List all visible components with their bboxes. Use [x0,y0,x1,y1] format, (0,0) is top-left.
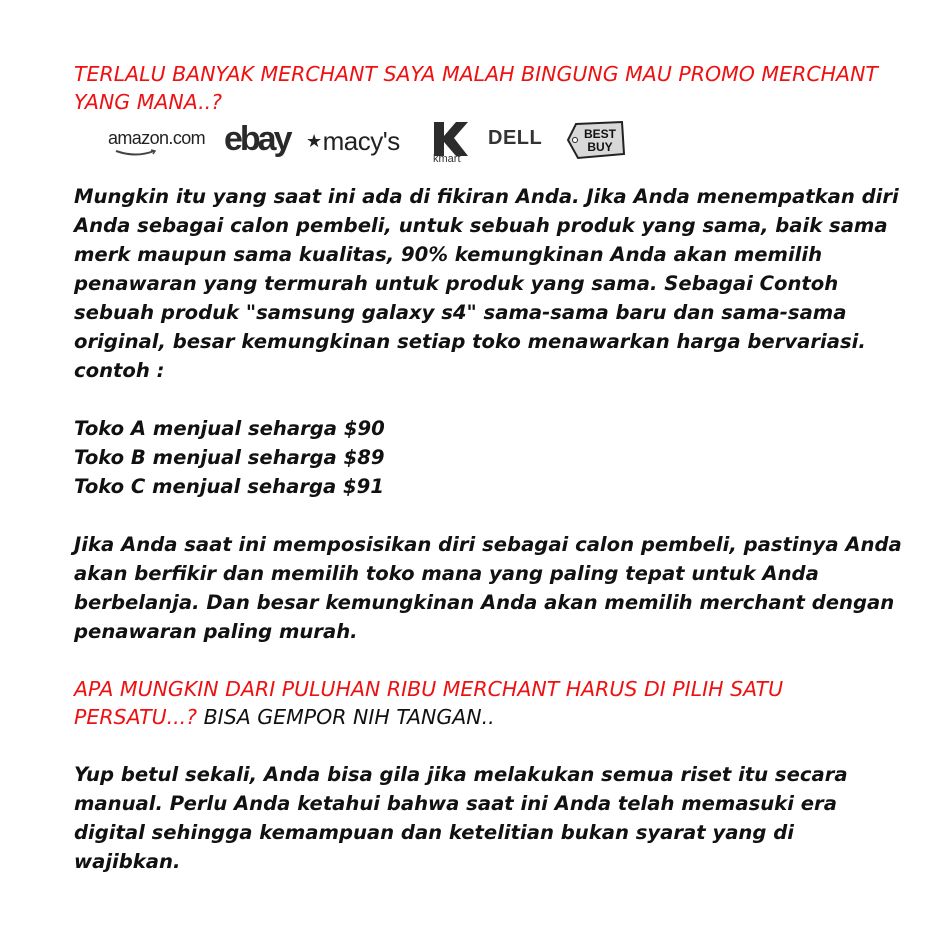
paragraph-intro: Mungkin itu yang saat ini ada di fikiran Anda. Jika Anda menempatkan diri Anda sebagai calon pembeli, untuk sebuah produk yang sama, baik sama merk maupun sama kualitas, 90% kemungkinan Anda akan memilih penawaran yang termurah untuk produk yang sama. Sebagai Contoh sebuah produk "samsung galaxy s4" sama-sama baru dan sama-sama original, besar kemungkinan setiap toko menawarkan harga bervariasi. contoh : [74,185,899,382]
paragraph-decision: Jika Anda saat ini memposisikan diri sebagai calon pembeli, pastinya Anda akan berfikir dan memilih toko mana yang paling tepat untuk Anda berbelanja. Dan besar kemungkinan Anda akan memilih merchant dengan penawaran paling murah. [74,533,902,643]
amazon-logo-text: amazon.com [108,128,206,148]
macys-star-icon: ★ [306,131,322,151]
ebay-logo-text: ebay [224,120,290,158]
svg-text:BUY: BUY [587,140,613,154]
question-red-text: APA MUNGKIN DARI PULUHAN RIBU MERCHANT HARUS DI PILIH SATU PERSATU...? [74,677,784,729]
macys-logo [306,126,400,157]
store-price-c: Toko C menjual seharga $91 [74,475,384,498]
bestbuy-logo [566,120,626,160]
macys-logo-text: macy's [322,126,400,156]
svg-text:BEST: BEST [583,127,617,141]
question-black-text: BISA GEMPOR NIH TANGAN.. [197,705,495,729]
kmart-logo [430,120,474,164]
amazon-logo [108,128,205,149]
bestbuy-tag-icon [566,120,626,160]
amazon-smile-icon [114,149,158,157]
headline: TERLALU BANYAK MERCHANT SAYA MALAH BINGUNG MAU PROMO MERCHANT YANG MANA..? [74,62,878,114]
question-heading [74,675,904,731]
store-price-a: Toko A menjual seharga $90 [74,417,385,440]
dell-logo-text: DELL [488,127,543,149]
merchant-logos [74,120,904,182]
dell-logo [488,127,542,150]
kmart-logo-text: kmart [433,153,461,165]
article [74,60,904,876]
store-price-b: Toko B menjual seharga $89 [74,446,385,469]
ebay-logo [224,120,290,159]
paragraph-conclusion: Yup betul sekali, Anda bisa gila jika melakukan semua riset itu secara manual. Perlu Anda ketahui bahwa saat ini Anda telah memasuki era digital sehingga kemampuan dan ketelitian bukan syarat yang di wajibkan. [74,763,848,873]
